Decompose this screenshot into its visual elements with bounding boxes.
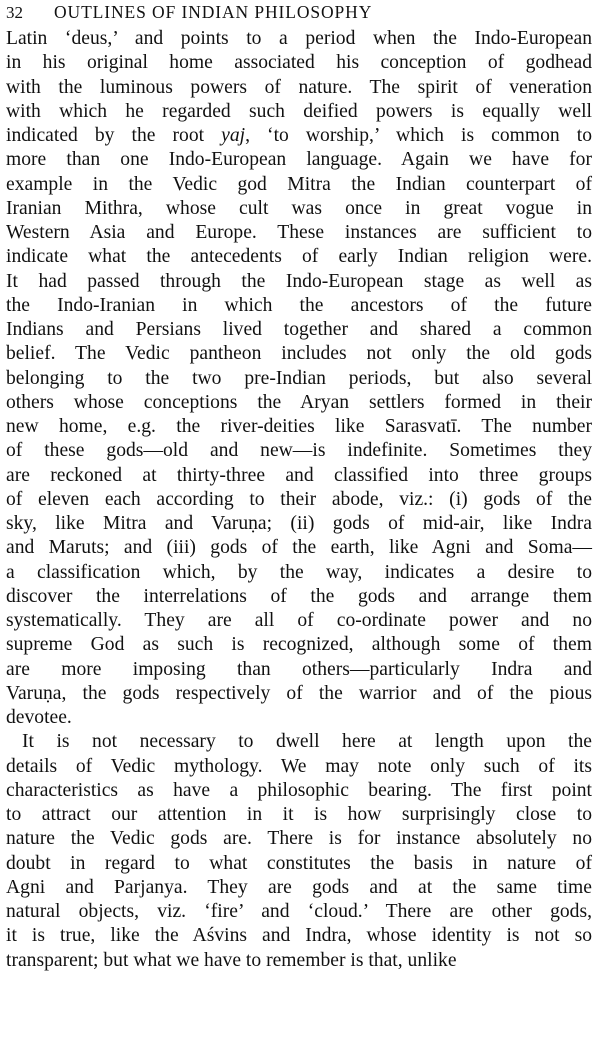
- page-header: [6, 0, 592, 27]
- text-line: characteristics as have a philosophic bearing. The first point: [6, 779, 592, 801]
- text-line: Latin ‘deus,’ and points to a period when the Indo-European: [6, 28, 592, 49]
- text-line: sky, like Mitra and Varuṇa; (ii) gods of mid-air, like Indra: [6, 513, 592, 534]
- text-line: doubt in regard to what constitutes the basis in nature of: [6, 852, 592, 874]
- text-line: indicated by the root yaj, ‘to worship,’ which is common to: [6, 125, 592, 146]
- text-line: belief. The Vedic pantheon includes not only the old gods: [6, 343, 592, 365]
- text-line: of eleven each according to their abode, viz.: (i) gods of the: [6, 488, 592, 510]
- body-text: [6, 27, 592, 973]
- paragraph: [6, 730, 592, 973]
- text-line: with the luminous powers of nature. The spirit of veneration: [6, 76, 592, 98]
- text-line: natural objects, viz. ‘fire’ and ‘cloud.’ There are other gods,: [6, 901, 592, 922]
- text-line: indicate what the antecedents of early Indian religion were.: [6, 246, 592, 268]
- text-line: Agni and Parjanya. They are gods and at the same time: [6, 876, 592, 898]
- text-line: are reckoned at thirty-three and classified into three groups: [6, 464, 592, 486]
- text-line: and Maruts; and (iii) gods of the earth, like Agni and Soma—: [6, 537, 592, 559]
- text-line: systematically. They are all of co-ordinate power and no: [6, 610, 592, 631]
- text-line: with which he regarded such deified powers is equally well: [6, 100, 592, 122]
- text-line: nature the Vedic gods are. There is for instance absolutely no: [6, 828, 592, 850]
- text-line: it is true, like the Aśvins and Indra, whose identity is not so: [6, 925, 592, 947]
- text-line: more than one Indo-European language. Again we have for: [6, 149, 592, 171]
- paragraph: [6, 27, 592, 730]
- text-line: in his original home associated his conception of godhead: [6, 52, 592, 74]
- text-line: a classification which, by the way, indicates a desire to: [6, 561, 592, 583]
- text-line: to attract our attention in it is how surprisingly close to: [6, 804, 592, 825]
- text-line: transparent; but what we have to remember is that, unlike: [6, 949, 457, 971]
- text-line: example in the Vedic god Mitra the Indian counterpart of: [6, 173, 592, 195]
- text-line: Varuṇa, the gods respectively of the warrior and of the pious: [6, 682, 592, 704]
- text-line: of these gods—old and new—is indefinite. Sometimes they: [6, 440, 592, 462]
- text-line: details of Vedic mythology. We may note only such of its: [6, 755, 592, 777]
- text-line: It is not necessary to dwell here at length upon the: [22, 731, 592, 753]
- text-line: Indians and Persians lived together and shared a common: [6, 319, 592, 340]
- text-line: discover the interrelations of the gods and arrange them: [6, 585, 592, 607]
- running-head: OUTLINES OF INDIAN PHILOSOPHY: [54, 2, 373, 22]
- page-number: 32: [6, 3, 23, 22]
- text-line: Western Asia and Europe. These instances are sufficient to: [6, 222, 592, 243]
- text-line: are more imposing than others—particularly Indra and: [6, 658, 592, 680]
- text-line: the Indo-Iranian in which the ancestors of the future: [6, 294, 592, 316]
- text-line: Iranian Mithra, whose cult was once in great vogue in: [6, 197, 592, 219]
- text-line: It had passed through the Indo-European stage as well as: [6, 270, 592, 292]
- text-line: devotee.: [6, 707, 72, 728]
- text-line: supreme God as such is recognized, although some of them: [6, 634, 592, 656]
- text-line: belonging to the two pre-Indian periods, but also several: [6, 367, 592, 389]
- text-line: others whose conceptions the Aryan settlers formed in their: [6, 391, 592, 413]
- text-line: new home, e.g. the river-deities like Sarasvatī. The number: [6, 416, 592, 437]
